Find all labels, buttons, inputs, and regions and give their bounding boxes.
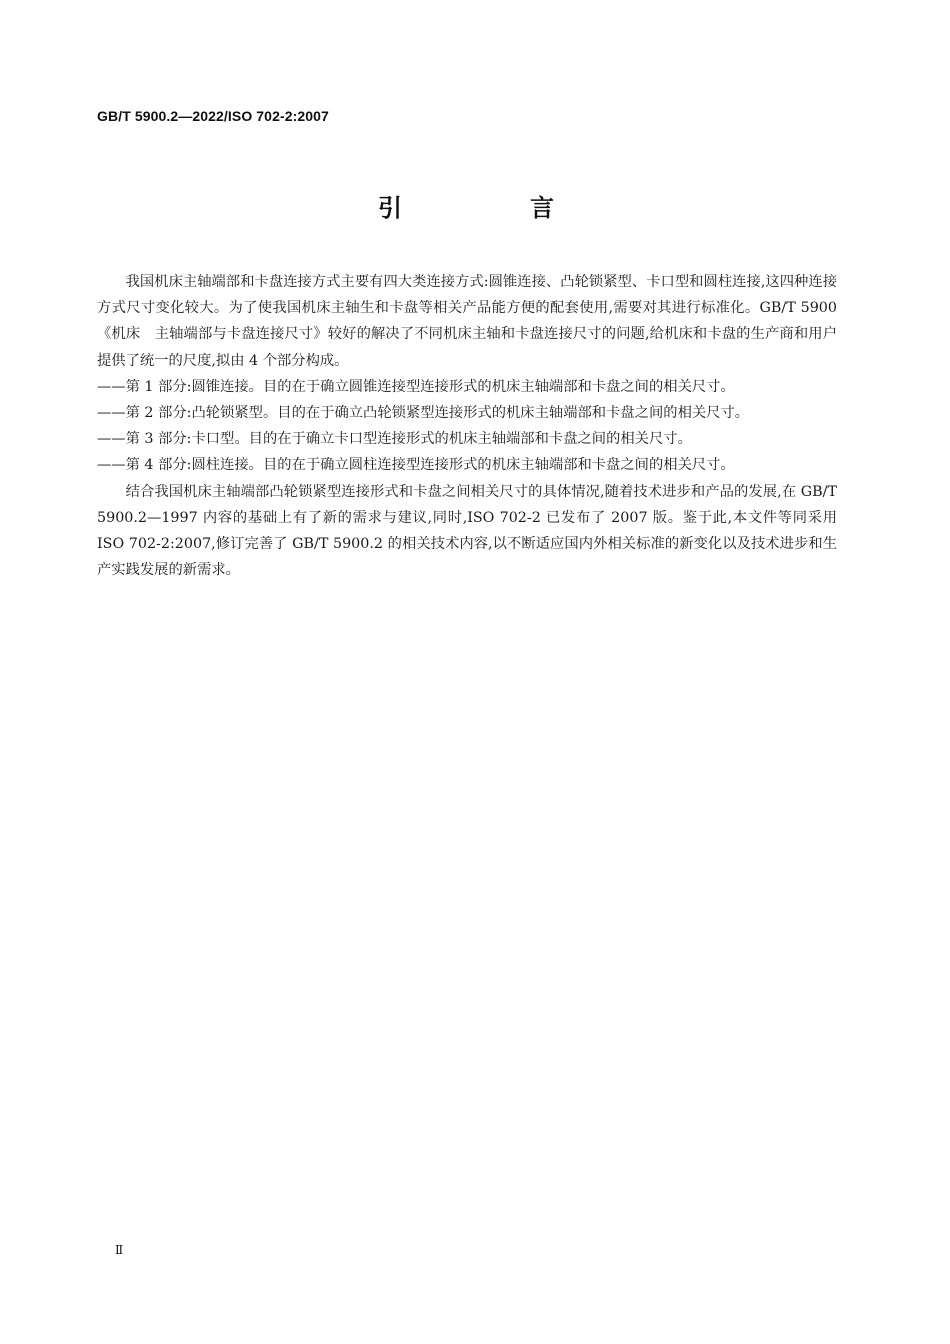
part-3-item: ——第 3 部分:卡口型。目的在于确立卡口型连接形式的机床主轴端部和卡盘之间的相关尺寸。 (97, 431, 692, 448)
intro-paragraph: 我国机床主轴端部和卡盘连接方式主要有四大类连接方式:圆锥连接、凸轮锁紧型、卡口型和圆柱连接,这四种连接方式尺寸变化较大。为了使我国机床主轴生和卡盘等相关产品能方便的配套使用,需要对其进行标准化。GB/T 5900《机床 主轴端部与卡盘连接尺寸》较好的解决了不同机床主轴和卡盘连接尺寸的问题,给机床和卡盘的生产商和用户提供了统一的尺度,拟由 4 个部分构成。 (97, 274, 837, 369)
part-4-item: ——第 4 部分:圆柱连接。目的在于确立圆柱连接型连接形式的机床主轴端部和卡盘之间的相关尺寸。 (97, 457, 735, 474)
standard-number-header: GB/T 5900.2—2022/ISO 702-2:2007 (97, 108, 329, 124)
body-text (97, 269, 837, 583)
closing-paragraph: 结合我国机床主轴端部凸轮锁紧型连接形式和卡盘之间相关尺寸的具体情况,随着技术进步和产品的发展,在 GB/T 5900.2—1997 内容的基础上有了新的需求与建议,同时,ISO 702-2 已发布了 2007 版。鉴于此,本文件等同采用 ISO 702-2:2007,修订完善了 GB/T 5900.2 的相关技术内容,以不断适应国内外相关标准的新变化以及技术进步和生产实践发展的新需求。 (97, 483, 837, 579)
part-1-item: ——第 1 部分:圆锥连接。目的在于确立圆锥连接型连接形式的机床主轴端部和卡盘之间的相关尺寸。 (97, 378, 735, 395)
section-title: 引 言 (378, 194, 606, 222)
page-number: Ⅱ (115, 1243, 124, 1257)
part-2-item: ——第 2 部分:凸轮锁紧型。目的在于确立凸轮锁紧型连接形式的机床主轴端部和卡盘之间的相关尺寸。 (97, 405, 750, 422)
